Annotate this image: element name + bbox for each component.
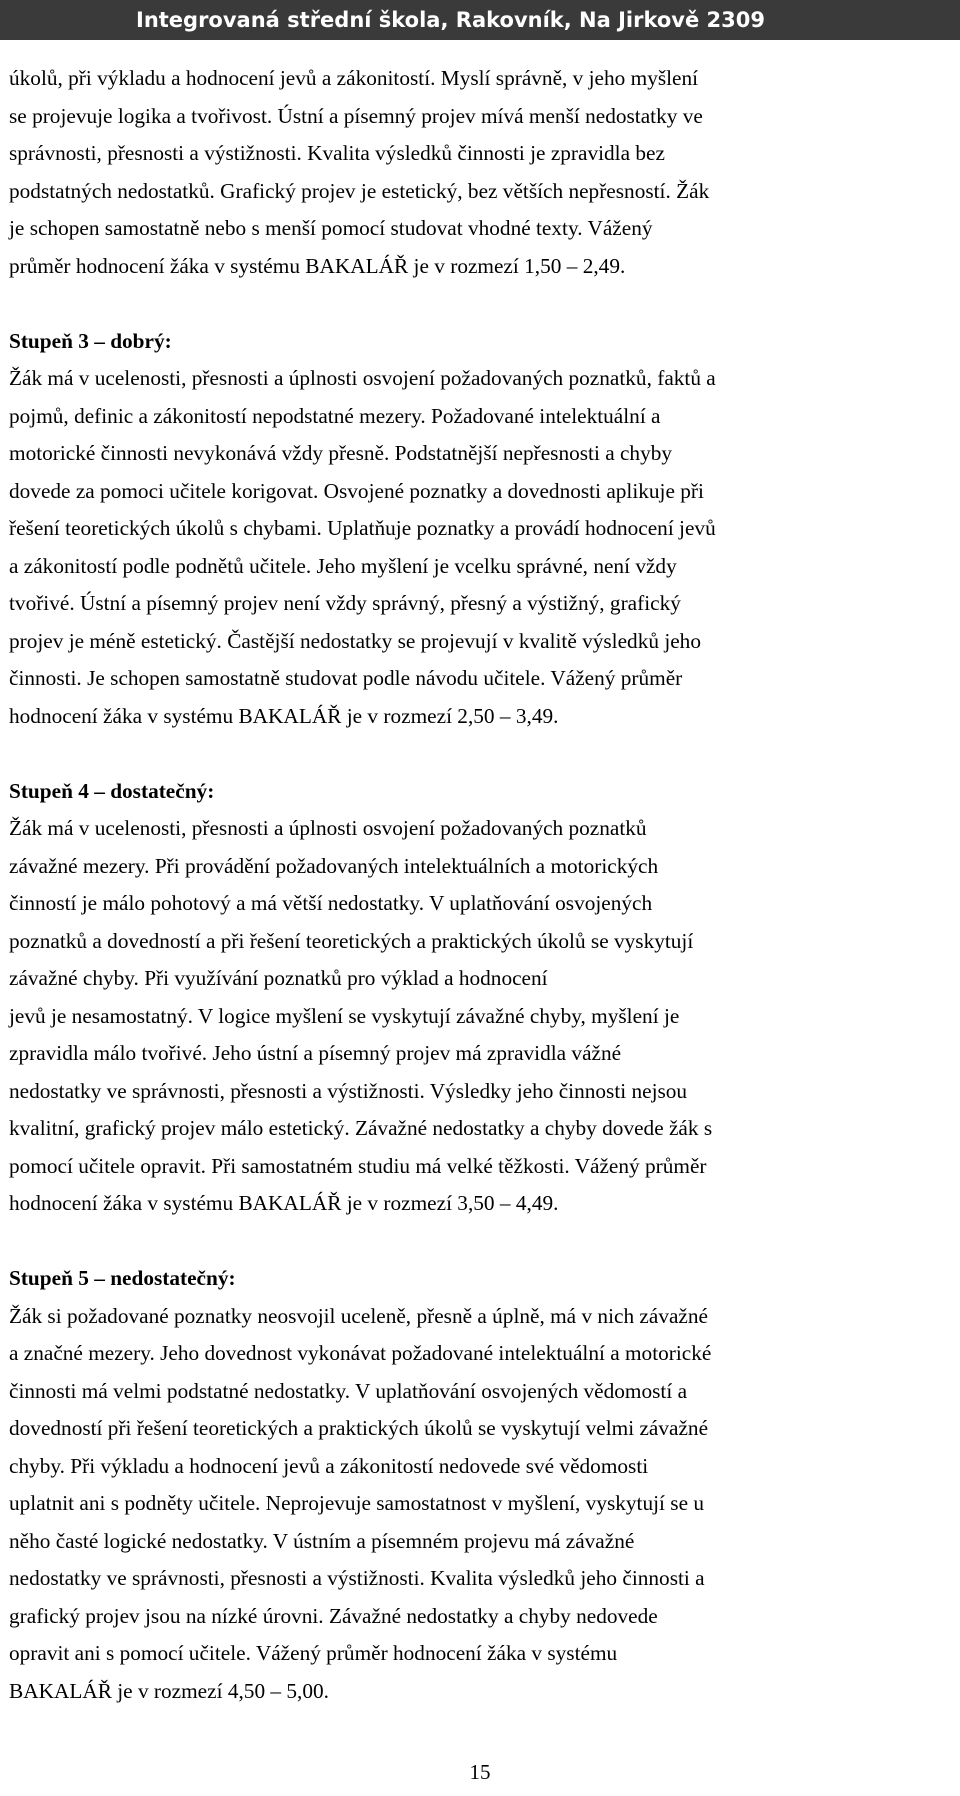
text-line: dovedností při řešení teoretických a praktických úkolů se vyskytují velmi závažné <box>9 1416 709 1440</box>
text-line: hodnocení žáka v systému BAKALÁŘ je v rozmezí 3,50 – 4,49. <box>9 1191 559 1215</box>
grade-section-5 <box>9 1260 954 1710</box>
text-line: Žák má v ucelenosti, přesnosti a úplnosti osvojení požadovaných poznatků <box>9 816 647 840</box>
text-line: a značné mezery. Jeho dovednost vykonávat požadované intelektuální a motorické <box>9 1341 712 1365</box>
text-line: je schopen samostatně nebo s menší pomocí studovat vhodné texty. Vážený <box>9 216 653 240</box>
text-line: motorické činnosti nevykonává vždy přesně. Podstatnější nepřesnosti a chyby <box>9 441 673 465</box>
text-line: opravit ani s pomocí učitele. Vážený průměr hodnocení žáka v systému <box>9 1641 618 1665</box>
text-line: pojmů, definic a zákonitostí nepodstatné mezery. Požadované intelektuální a <box>9 403 661 428</box>
intro-paragraph <box>9 60 954 285</box>
text-line: činnosti má velmi podstatné nedostatky. V uplatňování osvojených vědomostí a <box>9 1378 688 1403</box>
text-line: činností je málo pohotový a má větší nedostatky. V uplatňování osvojených <box>9 891 653 915</box>
text-line: podstatných nedostatků. Grafický projev je estetický, bez větších nepřesností. Žák <box>9 178 710 203</box>
text-line: a zákonitostí podle podnětů učitele. Jeho myšlení je vcelku správné, není vždy <box>9 553 677 578</box>
text-line: nedostatky ve správnosti, přesnosti a výstižnosti. Výsledky jeho činnosti nejsou <box>9 1078 688 1103</box>
text-line: dovede za pomoci učitele korigovat. Osvojené poznatky a dovednosti aplikuje při <box>9 478 704 503</box>
text-line: průměr hodnocení žáka v systému BAKALÁŘ je v rozmezí 1,50 – 2,49. <box>9 253 626 278</box>
grade-section-4 <box>9 773 954 1223</box>
text-line: chyby. Při výkladu a hodnocení jevů a zákonitostí nedovede své vědomosti <box>9 1453 649 1478</box>
section-heading: Stupeň 3 – dobrý: <box>9 328 172 353</box>
text-line: tvořivé. Ústní a písemný projev není vždy správný, přesný a výstižný, grafický <box>9 591 681 615</box>
document-header <box>0 0 960 40</box>
text-line: kvalitní, grafický projev málo estetický. Závažné nedostatky a chyby dovede žák s <box>9 1116 713 1140</box>
text-line: poznatků a dovedností a při řešení teoretických a praktických úkolů se vyskytují <box>9 928 694 953</box>
text-line: grafický projev jsou na nízké úrovni. Závažné nedostatky a chyby nedovede <box>9 1603 658 1628</box>
text-line: se projevuje logika a tvořivost. Ústní a písemný projev mívá menší nedostatky ve <box>9 103 703 128</box>
text-line: řešení teoretických úkolů s chybami. Uplatňuje poznatky a provádí hodnocení jevů <box>9 516 716 540</box>
header-title: Integrovaná střední škola, Rakovník, Na Jirkově 2309 <box>136 8 765 32</box>
text-line: projev je méně estetický. Častější nedostatky se projevují v kvalitě výsledků jeho <box>9 628 701 653</box>
text-line: závažné chyby. Při využívání poznatků pro výklad a hodnocení <box>9 966 548 990</box>
section-heading: Stupeň 4 – dostatečný: <box>9 778 215 803</box>
section-paragraph <box>9 360 954 735</box>
text-line: zpravidla málo tvořivé. Jeho ústní a písemný projev má zpravidla vážné <box>9 1041 622 1065</box>
page-number: 15 <box>469 1760 491 1784</box>
section-paragraph <box>9 1298 954 1711</box>
text-line: Žák si požadované poznatky neosvojil uceleně, přesně a úplně, má v nich závažné <box>9 1303 708 1328</box>
text-line: BAKALÁŘ je v rozmezí 4,50 – 5,00. <box>9 1678 329 1703</box>
text-line: nedostatky ve správnosti, přesnosti a výstižnosti. Kvalita výsledků jeho činnosti a <box>9 1566 705 1590</box>
text-line: Žák má v ucelenosti, přesnosti a úplnosti osvojení požadovaných poznatků, faktů a <box>9 366 716 390</box>
text-line: úkolů, při výkladu a hodnocení jevů a zákonitostí. Myslí správně, v jeho myšlení <box>9 66 699 90</box>
text-line: správnosti, přesnosti a výstižnosti. Kvalita výsledků činnosti je zpravidla bez <box>9 141 665 165</box>
text-line: uplatnit ani s podněty učitele. Neprojevuje samostatnost v myšlení, vyskytují se u <box>9 1491 704 1515</box>
grade-section-3 <box>9 323 954 736</box>
text-line: něho časté logické nedostatky. V ústním a písemném projevu má závažné <box>9 1528 635 1553</box>
document-body <box>9 60 954 1710</box>
text-line: jevů je nesamostatný. V logice myšlení se vyskytují závažné chyby, myšlení je <box>9 1003 680 1028</box>
section-heading: Stupeň 5 – nedostatečný: <box>9 1266 236 1290</box>
text-line: činnosti. Je schopen samostatně studovat podle návodu učitele. Vážený průměr <box>9 666 683 690</box>
text-line: pomocí učitele opravit. Při samostatném studiu má velké těžkosti. Vážený průměr <box>9 1153 707 1178</box>
text-line: hodnocení žáka v systému BAKALÁŘ je v rozmezí 2,50 – 3,49. <box>9 703 559 728</box>
text-line: závažné mezery. Při provádění požadovaných intelektuálních a motorických <box>9 853 659 878</box>
section-paragraph <box>9 810 954 1223</box>
